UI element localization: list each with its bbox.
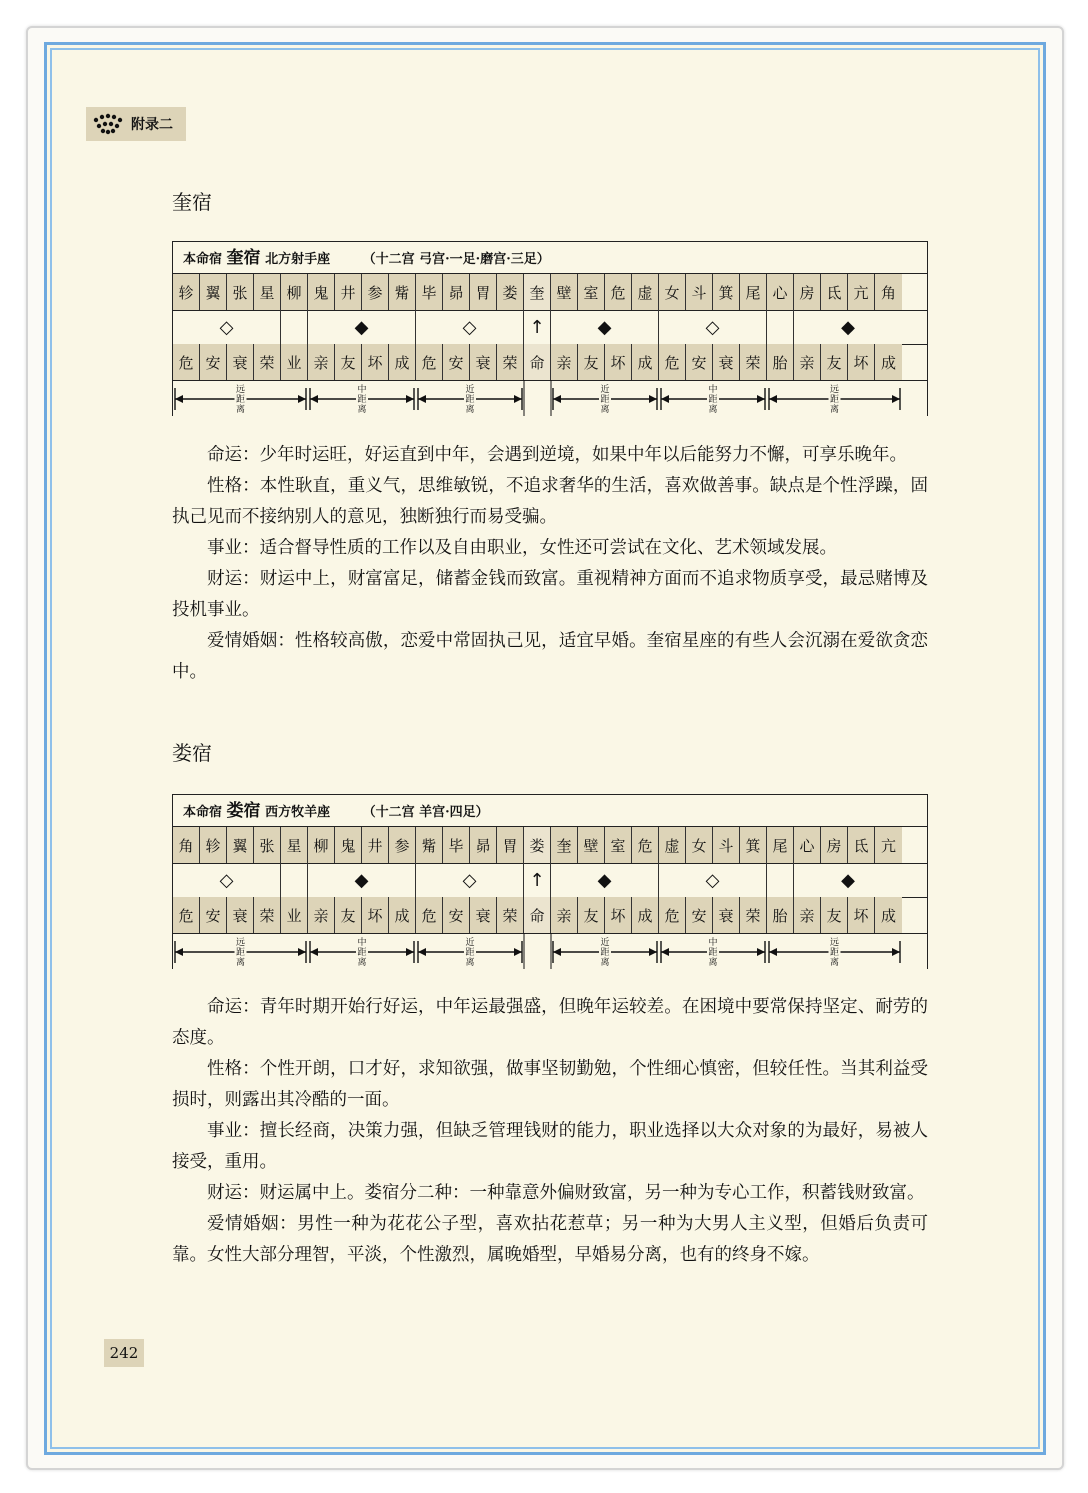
mansion-name-cell: 翼 <box>227 827 254 863</box>
fate-cell: 坏 <box>362 344 389 380</box>
distance-arrow <box>418 382 522 416</box>
fate-cell: 荣 <box>497 344 524 380</box>
mansion-name-cell: 轸 <box>200 827 227 863</box>
mansion-name-cell: 斗 <box>713 827 740 863</box>
fate-cell: 胎 <box>767 344 794 380</box>
distance-label: 中距离 <box>708 938 718 968</box>
chart-header <box>173 795 927 827</box>
distance-arrow <box>553 935 657 969</box>
fate-cell: 命 <box>524 344 551 380</box>
paragraph-fortune: 命运：青年时期开始行好运，中年运最强盛，但晚年运较差。在困境中要常保持坚定、耐劳的态度。 <box>172 997 928 1048</box>
distance-arrow <box>769 382 900 416</box>
fate-cell: 坏 <box>605 344 632 380</box>
mansion-name-cell: 柳 <box>308 827 335 863</box>
mansion-name-cell: 亢 <box>848 274 875 310</box>
mansion-name-cell: 箕 <box>713 274 740 310</box>
hollow-diamond-mark: ◇ <box>659 863 767 897</box>
chart-header <box>173 242 927 274</box>
fate-cell: 友 <box>335 344 362 380</box>
section-title-kui: 奎宿 <box>172 190 212 214</box>
fate-cell: 荣 <box>254 897 281 933</box>
fate-cell: 坏 <box>362 897 389 933</box>
filled-diamond-mark: ◆ <box>841 316 855 338</box>
fate-cell: 安 <box>686 897 713 933</box>
distance-arrow <box>310 935 414 969</box>
marks-row <box>173 310 927 345</box>
mansion-name-cell: 亢 <box>875 827 902 863</box>
fate-cell: 荣 <box>254 344 281 380</box>
appendix-label: 附录二 <box>131 117 173 133</box>
mansion-name-cell: 昴 <box>470 827 497 863</box>
mansion-name-cell: 轸 <box>173 274 200 310</box>
fate-cell: 友 <box>578 344 605 380</box>
fate-cell: 胎 <box>767 897 794 933</box>
distance-label: 中距离 <box>357 938 367 968</box>
fate-cell: 坏 <box>605 897 632 933</box>
mansion-name-cell: 翼 <box>200 274 227 310</box>
mansion-name-cell: 女 <box>686 827 713 863</box>
fate-cell: 衰 <box>470 897 497 933</box>
mansion-name-cell: 觜 <box>389 274 416 310</box>
marks-row <box>173 863 927 898</box>
mansion-name-cell: 毕 <box>416 274 443 310</box>
mansion-name-cell: 张 <box>227 274 254 310</box>
mansion-name-cell: 张 <box>254 827 281 863</box>
mansion-names-row <box>173 827 927 864</box>
mansion-name-cell: 虚 <box>659 827 686 863</box>
self-arrow-mark: ↑ <box>524 310 551 344</box>
hollow-diamond-mark: ◇ <box>416 863 524 897</box>
empty-mark <box>767 310 794 344</box>
mansion-name-cell: 斗 <box>686 274 713 310</box>
mansion-name-cell: 壁 <box>551 274 578 310</box>
mansion-name-cell: 星 <box>281 827 308 863</box>
mansion-name-cell: 角 <box>173 827 200 863</box>
empty-mark <box>281 863 308 897</box>
section-title-lou: 娄宿 <box>172 741 212 765</box>
fate-cell: 荣 <box>740 897 767 933</box>
paragraph-career: 事业：擅长经商，决策力强，但缺乏管理钱财的能力，职业选择以大众对象的为最好，易被人接受，重用。 <box>172 1121 928 1172</box>
fate-cell: 衰 <box>470 344 497 380</box>
filled-diamond-mark: ◆ <box>308 863 416 897</box>
fate-cell: 衰 <box>227 897 254 933</box>
fate-cell: 友 <box>578 897 605 933</box>
fate-cell: 友 <box>821 897 848 933</box>
hollow-diamond-mark: ◇ <box>173 863 281 897</box>
hollow-diamond-mark: ◇ <box>416 310 524 344</box>
mansion-name-cell: 心 <box>767 274 794 310</box>
mansion-name-cell: 星 <box>254 274 281 310</box>
distance-arrow <box>418 935 522 969</box>
distance-arrows <box>173 933 929 971</box>
self-arrow-mark: ↑ <box>524 863 551 897</box>
distance-label: 远距离 <box>829 938 840 968</box>
empty-mark <box>767 863 794 897</box>
chart-head-zodiac: 北方射手座 <box>265 252 331 267</box>
mansion-name-cell: 毕 <box>443 827 470 863</box>
fate-cell: 业 <box>281 344 308 380</box>
filled-diamond-mark: ◆ <box>551 863 659 897</box>
section-body-kui <box>172 440 928 688</box>
constellation-logo-icon <box>91 112 125 136</box>
fate-cell: 坏 <box>848 897 875 933</box>
distance-arrow <box>661 382 765 416</box>
mansion-name-cell: 柳 <box>281 274 308 310</box>
mansion-name-cell: 危 <box>605 274 632 310</box>
mansion-name-cell: 鬼 <box>335 827 362 863</box>
mansion-name-cell: 鬼 <box>308 274 335 310</box>
fate-cell: 安 <box>686 344 713 380</box>
mansion-name-cell: 井 <box>335 274 362 310</box>
mansion-name-cell: 氐 <box>848 827 875 863</box>
paragraph-character: 性格：本性耿直，重义气，思维敏锐，不追求奢华的生活，喜欢做善事。缺点是个性浮躁，固执己见而不接纳别人的意见，独断独行而易受骗。 <box>172 476 928 527</box>
paragraph-wealth: 财运：财运属中上。娄宿分二种：一种靠意外偏财致富，另一种为专心工作，积蓄钱财致富。 <box>207 1183 925 1203</box>
paragraph-wealth: 财运：财运中上，财富富足，储蓄金钱而致富。重视精神方面而不追求物质享受，最忌赌博及投机事业。 <box>172 569 928 620</box>
distance-label: 近距离 <box>465 938 475 968</box>
mansion-name-cell: 胃 <box>470 274 497 310</box>
mansion-chart-lou <box>172 794 928 969</box>
fate-cell: 危 <box>173 344 200 380</box>
fate-cell: 亲 <box>308 344 335 380</box>
paragraph-love: 爱情婚姻：男性一种为花花公子型，喜欢拈花惹草；另一种为大男人主义型，但婚后负责可靠。女性大部分理智，平淡，个性激烈，属晚婚型，早婚易分离，也有的终身不嫁。 <box>172 1214 928 1265</box>
fate-cell: 衰 <box>713 897 740 933</box>
chart-head-name: 娄宿 <box>226 801 261 821</box>
fate-cell: 安 <box>200 344 227 380</box>
fate-cell: 安 <box>443 897 470 933</box>
fate-cell: 亲 <box>794 344 821 380</box>
mansion-name-cell: 虚 <box>632 274 659 310</box>
fate-cell: 危 <box>416 344 443 380</box>
mansion-name-cell: 娄 <box>497 274 524 310</box>
fate-cell: 成 <box>632 344 659 380</box>
fate-cell: 亲 <box>551 344 578 380</box>
fate-cell: 命 <box>524 897 551 933</box>
fate-cell: 成 <box>632 897 659 933</box>
fate-cell: 成 <box>875 897 902 933</box>
fates-row <box>173 897 927 934</box>
hollow-diamond-mark: ◇ <box>173 310 281 344</box>
mansion-names-row <box>173 274 927 311</box>
mansion-name-cell: 箕 <box>740 827 767 863</box>
chart-head-palace: （十二宫 羊宫·四足） <box>362 805 489 820</box>
mansion-name-cell: 尾 <box>767 827 794 863</box>
fate-cell: 安 <box>200 897 227 933</box>
mansion-name-cell: 室 <box>578 274 605 310</box>
mansion-name-cell: 房 <box>821 827 848 863</box>
fate-cell: 亲 <box>308 897 335 933</box>
mansion-name-cell: 角 <box>875 274 902 310</box>
mansion-name-cell: 心 <box>794 827 821 863</box>
filled-diamond-mark: ◆ <box>841 869 855 891</box>
fates-row <box>173 344 927 381</box>
mansion-name-cell: 房 <box>794 274 821 310</box>
mansion-name-cell: 昴 <box>443 274 470 310</box>
fate-cell: 衰 <box>713 344 740 380</box>
distance-label: 中距离 <box>357 385 367 415</box>
fate-cell: 危 <box>659 897 686 933</box>
paragraph-career: 事业：适合督导性质的工作以及自由职业，女性还可尝试在文化、艺术领域发展。 <box>207 538 837 558</box>
empty-mark <box>281 310 308 344</box>
distance-arrow <box>175 382 306 416</box>
fate-cell: 成 <box>389 344 416 380</box>
fate-cell: 友 <box>821 344 848 380</box>
filled-diamond-mark: ◆ <box>551 310 659 344</box>
fate-cell: 成 <box>389 897 416 933</box>
fate-cell: 危 <box>173 897 200 933</box>
fate-cell: 荣 <box>497 897 524 933</box>
fate-cell: 衰 <box>227 344 254 380</box>
distance-arrows <box>173 380 929 418</box>
mansion-name-cell: 觜 <box>416 827 443 863</box>
chart-head-palace: （十二宫 弓宫·一足·磨宫·三足） <box>362 252 550 267</box>
section-body-lou <box>172 992 928 1271</box>
fate-cell: 亲 <box>794 897 821 933</box>
mansion-name-cell: 危 <box>632 827 659 863</box>
fate-cell: 友 <box>335 897 362 933</box>
mansion-chart-kui <box>172 241 928 416</box>
mansion-name-cell: 井 <box>362 827 389 863</box>
paragraph-character: 性格：个性开朗，口才好，求知欲强，做事坚韧勤勉，个性细心慎密，但较任性。当其利益受损时，则露出其冷酷的一面。 <box>172 1059 928 1110</box>
mansion-name-cell: 壁 <box>578 827 605 863</box>
hollow-diamond-mark: ◇ <box>659 310 767 344</box>
fate-cell: 荣 <box>740 344 767 380</box>
mansion-name-cell: 参 <box>362 274 389 310</box>
mansion-name-cell: 尾 <box>740 274 767 310</box>
distance-arrow <box>310 382 414 416</box>
distance-label: 中距离 <box>708 385 718 415</box>
chart-head-prefix: 本命宿 <box>183 252 223 267</box>
mansion-name-cell: 娄 <box>524 827 551 863</box>
chart-head-name: 奎宿 <box>226 248 261 268</box>
paragraph-love: 爱情婚姻：性格较高傲，恋爱中常固执己见，适宜早婚。奎宿星座的有些人会沉溺在爱欲贪恋中。 <box>172 631 928 682</box>
fate-cell: 危 <box>416 897 443 933</box>
mansion-name-cell: 氐 <box>821 274 848 310</box>
chart-head-prefix: 本命宿 <box>183 805 223 820</box>
mansion-name-cell: 女 <box>659 274 686 310</box>
distance-arrow <box>175 935 306 969</box>
fate-cell: 安 <box>443 344 470 380</box>
fate-cell: 坏 <box>848 344 875 380</box>
distance-label: 远距离 <box>829 385 840 415</box>
mansion-name-cell: 奎 <box>551 827 578 863</box>
distance-arrow <box>769 935 900 969</box>
distance-label: 近距离 <box>600 385 610 415</box>
distance-label: 远距离 <box>235 938 246 968</box>
fate-cell: 业 <box>281 897 308 933</box>
chart-head-zodiac: 西方牧羊座 <box>265 805 331 820</box>
fate-cell: 危 <box>659 344 686 380</box>
distance-label: 近距离 <box>600 938 610 968</box>
fate-cell: 亲 <box>551 897 578 933</box>
mansion-name-cell: 奎 <box>524 274 551 310</box>
distance-arrow <box>553 382 657 416</box>
fate-cell: 成 <box>875 344 902 380</box>
distance-label: 远距离 <box>235 385 246 415</box>
distance-arrow <box>661 935 765 969</box>
mansion-name-cell: 胃 <box>497 827 524 863</box>
page-number: 242 <box>104 1339 144 1367</box>
distance-label: 近距离 <box>465 385 475 415</box>
mansion-name-cell: 室 <box>605 827 632 863</box>
mansion-name-cell: 参 <box>389 827 416 863</box>
appendix-header <box>86 107 186 141</box>
paragraph-fortune: 命运：少年时运旺，好运直到中年，会遇到逆境，如果中年以后能努力不懈，可享乐晚年。 <box>207 445 907 465</box>
filled-diamond-mark: ◆ <box>308 310 416 344</box>
